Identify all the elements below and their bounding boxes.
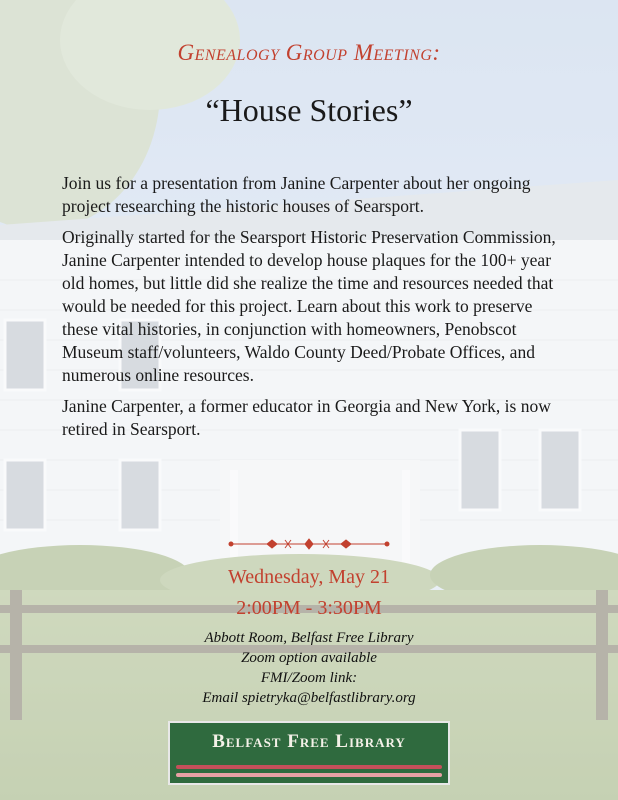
logo-stripe-red [176, 765, 442, 769]
zoom-note: Zoom option available [241, 650, 377, 666]
paragraph-bio: Janine Carpenter, a former educator in Georgia and New York, is now retired in Searsport. [62, 396, 551, 439]
paragraph-intro: Join us for a presentation from Janine Carpenter about her ongoing project researching the historic houses of Searsport. [62, 173, 531, 216]
event-location: Abbott Room, Belfast Free Library [204, 630, 414, 646]
event-date: Wednesday, May 21 [227, 566, 391, 588]
library-logo [168, 721, 450, 785]
paragraph-project: Originally started for the Searsport Historic Preservation Commission, Janine Carpenter intended to develop house plaques for the 100+ year old homes, but little did she realize the time and resources needed that would be needed for this project. Learn about this work to preserve these vital histories, in conjunction with homeowners, Penobscot Museum staff/volunteers, Waldo County Deed/Probate Offices, and numerous online resources. [62, 227, 556, 385]
event-time: 2:00PM - 3:30PM [236, 597, 382, 619]
event-details [0, 628, 618, 708]
contact-email[interactable]: Email spietryka@belfastlibrary.org [202, 690, 416, 706]
logo-text: Belfast Free Library [212, 731, 406, 752]
event-title: Genealogy Group Meeting: [177, 40, 441, 65]
ornamental-divider [227, 537, 391, 551]
event-subtitle: “House Stories” [205, 92, 413, 128]
logo-stripe-pink [176, 773, 442, 777]
fmi-label: FMI/Zoom link: [260, 670, 358, 686]
description [62, 172, 562, 449]
